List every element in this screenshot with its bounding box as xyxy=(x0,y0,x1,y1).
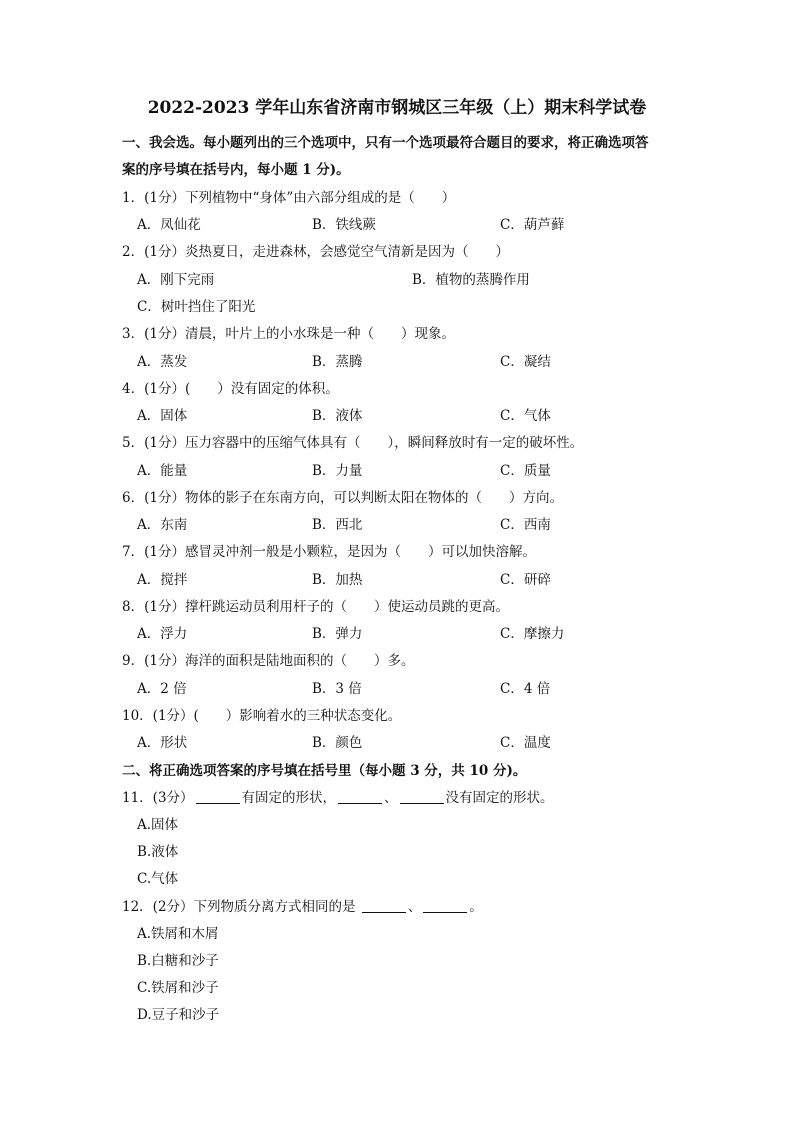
question-3-option-a: A．蒸发 xyxy=(137,354,188,370)
question-7-option-c: C．研碎 xyxy=(500,572,551,588)
question-6-option-c: C．西南 xyxy=(500,517,551,533)
question-9: 9．(1分）海洋的面积是陆地面积的（ ）多。 xyxy=(122,653,415,669)
answer-blank-2[interactable] xyxy=(338,789,382,804)
question-9-option-b: B．3 倍 xyxy=(312,681,362,697)
question-6-option-b: B．西北 xyxy=(312,517,363,533)
question-10-option-c: C．温度 xyxy=(500,735,551,751)
question-11-suffix: 没有固定的形状。 xyxy=(445,790,554,806)
answer-blank-5[interactable] xyxy=(423,898,467,913)
question-3-option-c: C．凝结 xyxy=(500,354,551,370)
question-10: 10．(1分）( ）影响着水的三种状态变化。 xyxy=(122,708,402,724)
question-1-option-a: A．凤仙花 xyxy=(137,217,201,233)
section-2-heading: 二、将正确选项答案的序号填在括号里（每小题 3 分，共 10 分)。 xyxy=(122,763,527,779)
question-2-option-b: B．植物的蒸腾作用 xyxy=(412,272,530,288)
question-10-option-a: A．形状 xyxy=(137,735,188,751)
question-11 xyxy=(122,788,554,808)
question-5-option-a: A．能量 xyxy=(137,463,188,479)
question-4-option-c: C．气体 xyxy=(500,408,551,424)
question-11-mid: 有固定的形状， xyxy=(241,790,337,806)
question-11-option-a: A.固体 xyxy=(137,817,179,833)
question-12-prefix: 12．(2分）下列物质分离方式相同的是 xyxy=(122,899,360,915)
question-2-option-a: A．刚下完雨 xyxy=(137,272,215,288)
question-1-option-c: C．葫芦藓 xyxy=(500,217,565,233)
question-5: 5．(1分）压力容器中的压缩气体具有（ ），瞬间释放时有一定的破坏性。 xyxy=(122,435,584,451)
question-7-option-a: A．搅拌 xyxy=(137,572,188,588)
question-2: 2．(1分）炎热夏日，走进森林，会感觉空气清新是因为（ ） xyxy=(122,244,509,260)
question-1-option-b: B．铁线蕨 xyxy=(312,217,376,233)
question-8-option-a: A．浮力 xyxy=(137,626,188,642)
question-8: 8．(1分）撑杆跳运动员利用杆子的（ ）使运动员跳的更高。 xyxy=(122,599,509,615)
answer-blank-4[interactable] xyxy=(362,898,406,913)
question-12-option-d: D.豆子和沙子 xyxy=(137,1007,220,1023)
question-8-option-c: C．摩擦力 xyxy=(500,626,565,642)
question-4: 4．(1分）( ）没有固定的体积。 xyxy=(122,381,339,397)
section-1-heading-line-2: 案的序号填在括号内，每小题 1 分)。 xyxy=(122,162,350,178)
question-3-option-b: B．蒸腾 xyxy=(312,354,363,370)
question-4-option-a: A．固体 xyxy=(137,408,188,424)
question-3: 3．(1分）清晨，叶片上的小水珠是一种（ ）现象。 xyxy=(122,326,455,342)
question-12-sep: 、 xyxy=(407,899,422,915)
question-12-option-a: A.铁屑和木屑 xyxy=(137,926,219,942)
question-11-sep: 、 xyxy=(384,790,398,806)
question-5-option-c: C．质量 xyxy=(500,463,551,479)
question-4-option-b: B．液体 xyxy=(312,408,363,424)
question-12-suffix: 。 xyxy=(469,899,483,915)
answer-blank-3[interactable] xyxy=(400,789,444,804)
question-12-option-b: B.白糖和沙子 xyxy=(137,953,219,969)
question-7: 7．(1分）感冒灵冲剂一般是小颗粒，是因为（ ）可以加快溶解。 xyxy=(122,544,536,560)
question-6-option-a: A．东南 xyxy=(137,517,188,533)
section-1-heading-line-1: 一、我会选。每小题列出的三个选项中，只有一个选项最符合题目的要求，将正确选项答 xyxy=(122,135,649,151)
question-7-option-b: B．加热 xyxy=(312,572,363,588)
question-11-option-c: C.气体 xyxy=(137,871,179,887)
question-8-option-b: B．弹力 xyxy=(312,626,363,642)
answer-blank-1[interactable] xyxy=(196,789,240,804)
question-1: 1．(1分）下列植物中“身体”由六部分组成的是（ ） xyxy=(122,190,456,206)
question-12-option-c: C.铁屑和沙子 xyxy=(137,980,219,996)
question-6: 6．(1分）物体的影子在东南方向，可以判断太阳在物体的（ ）方向。 xyxy=(122,490,563,506)
page-title: 2022-2023 学年山东省济南市钢城区三年级（上）期末科学试卷 xyxy=(147,98,647,118)
question-12 xyxy=(122,897,483,917)
question-10-option-b: B．颜色 xyxy=(312,735,363,751)
question-5-option-b: B．力量 xyxy=(312,463,363,479)
question-2-option-c: C．树叶挡住了阳光 xyxy=(137,299,256,315)
question-11-option-b: B.液体 xyxy=(137,844,179,860)
question-11-prefix: 11．(3分） xyxy=(122,790,194,806)
question-9-option-a: A．2 倍 xyxy=(137,681,187,697)
question-9-option-c: C．4 倍 xyxy=(500,681,551,697)
